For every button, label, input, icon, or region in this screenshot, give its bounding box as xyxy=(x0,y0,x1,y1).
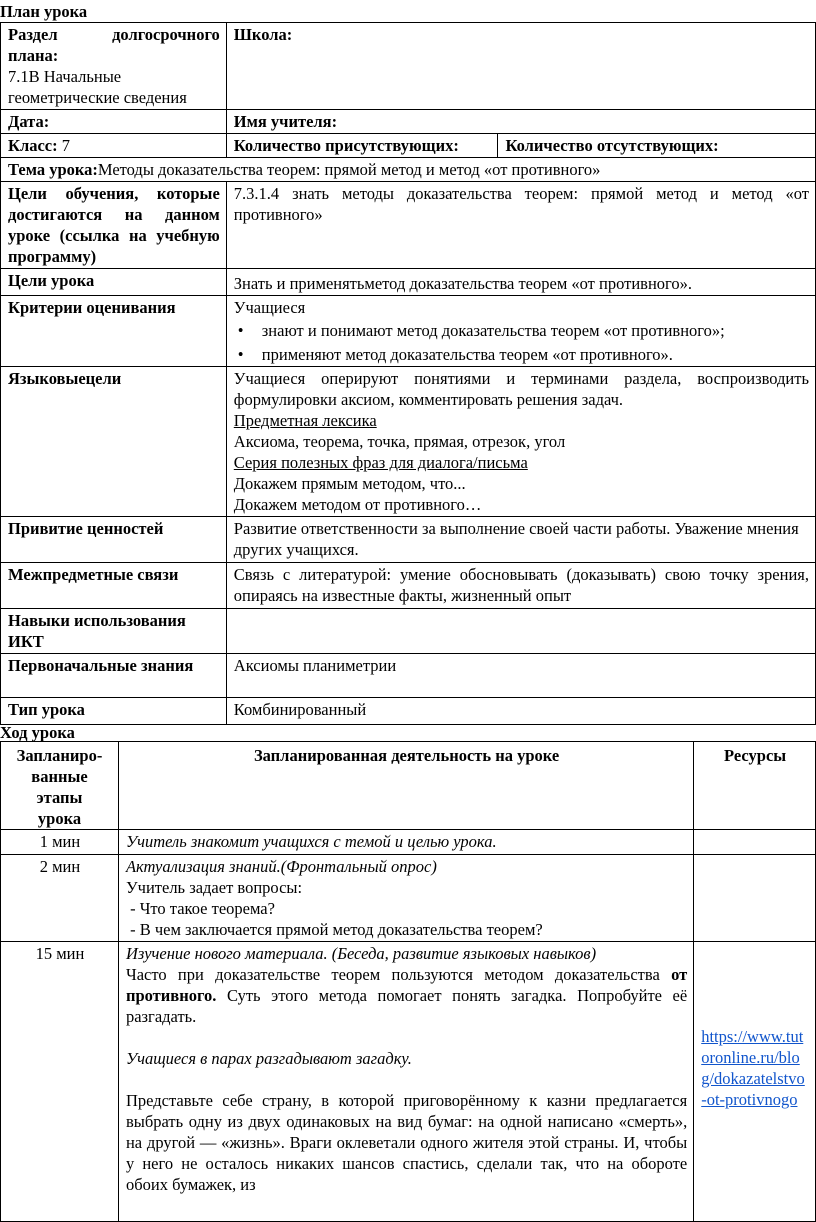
row1-resource xyxy=(694,830,816,855)
vocab-label: Предметная лексика xyxy=(233,411,377,430)
vocab-value: Аксиома, теорема, точка, прямая, отрезок, угол xyxy=(233,432,566,451)
ict-value xyxy=(226,609,815,654)
values-label: Привитие ценностей xyxy=(1,517,227,563)
class-label: Класс: xyxy=(8,136,58,155)
cross-subject-label: Межпредметные связи xyxy=(1,563,227,609)
topic-value: Методы доказательства теорем: прямой метод и метод «от противного» xyxy=(97,160,601,179)
bullet-icon: • xyxy=(237,321,244,340)
row2-time: 2 мин xyxy=(1,855,119,942)
class-cell xyxy=(1,134,227,158)
class-value: 7 xyxy=(57,136,70,155)
row2-line: - Что такое теорема? xyxy=(125,899,275,918)
topic-cell xyxy=(1,158,816,182)
bullet-icon: • xyxy=(237,345,244,364)
page-title: План урока xyxy=(0,2,88,21)
row3-title: Изучение нового материала. (Беседа, развитие языковых навыков) xyxy=(125,944,597,963)
criteria-intro: Учащиеся xyxy=(233,298,306,317)
lesson-plan-table xyxy=(0,22,816,725)
section-value: 7.1В Начальные геометрические сведения xyxy=(8,67,187,107)
header-activity: Запланированная деятельность на уроке xyxy=(118,742,693,830)
present-label: Количество присутствующих: xyxy=(226,134,498,158)
learning-goals-label: Цели обучения, которые достигаются на данном уроке (ссылка на учебную программу) xyxy=(1,182,227,269)
topic-label: Тема урока: xyxy=(8,160,98,179)
learning-goals-value: 7.3.1.4 знать методы доказательства теорем: прямой метод и метод «от противного» xyxy=(226,182,815,269)
list-item: • знают и понимают метод доказательства теорем «от противного»; xyxy=(237,321,725,340)
phrases-label: Серия полезных фраз для диалога/письма xyxy=(233,453,528,472)
ict-label: Навыки использования ИКТ xyxy=(1,609,227,654)
row2-line: Учитель задает вопросы: xyxy=(125,878,303,897)
row3-resource-cell xyxy=(694,942,816,1222)
language-goals-cell xyxy=(226,367,815,517)
resource-link[interactable]: https://www.tutoronline.ru/blog/dokazatelstvo-ot-protivnogo xyxy=(701,1027,805,1109)
row1-text: Учитель знакомит учащихся с темой и целью урока. xyxy=(118,830,693,855)
date-label: Дата: xyxy=(1,110,227,134)
lesson-goals-label: Цели урока xyxy=(1,269,227,296)
row3-time: 15 мин xyxy=(1,942,119,1222)
prior-knowledge-value: Аксиомы планиметрии xyxy=(226,654,815,698)
row3-pairs-note: Учащиеся в парах разгадывают загадку. xyxy=(125,1049,412,1068)
progress-title: Ход урока xyxy=(0,723,75,742)
header-stages: Запланиро-ванные этапы урока xyxy=(1,742,119,830)
language-goals-text: Учащиеся оперируют понятиями и терминами раздела, воспроизводить формулировки аксиом, комментировать решения задач. xyxy=(233,369,809,409)
language-goals-label: Языковыецели xyxy=(1,367,227,517)
school-label: Школа: xyxy=(226,23,815,110)
lesson-type-label: Тип урока xyxy=(1,698,227,725)
row2-resource xyxy=(694,855,816,942)
header-resources: Ресурсы xyxy=(694,742,816,830)
phrase-2: Докажем методом от противного… xyxy=(233,495,482,514)
lesson-progress-table xyxy=(0,741,816,1222)
criteria-cell xyxy=(226,296,815,367)
criteria-label: Критерии оценивания xyxy=(1,296,227,367)
row2-line: - В чем заключается прямой метод доказательства теорем? xyxy=(125,920,543,939)
row2-title: Актуализация знаний.(Фронтальный опрос) xyxy=(125,857,437,876)
lesson-type-value: Комбинированный xyxy=(226,698,815,725)
teacher-label: Имя учителя: xyxy=(226,110,815,134)
prior-knowledge-label: Первоначальные знания xyxy=(1,654,227,698)
row3-activity xyxy=(118,942,693,1222)
row3-paragraph-2: Представьте себе страну, в которой приговорённому к казни предлагается выбрать одну из двух одинаковых на вид бумаг: на одной написано «смерть», на другой — «жизнь». Враги оклеветали одного жителя этой страны. И, чтобы у него не осталось никаких шансов спастись, сделали так, что на обороте обоих бумажек, из xyxy=(125,1091,688,1194)
row1-time: 1 мин xyxy=(1,830,119,855)
row3-paragraph-1: Часто при доказательстве теорем пользуются методом доказательства от противного. Суть этого метода помогает понять загадка. Попробуйте её разгадать. xyxy=(125,965,688,1026)
criteria-list xyxy=(234,320,809,365)
row2-activity xyxy=(118,855,693,942)
phrase-1: Докажем прямым методом, что... xyxy=(233,474,466,493)
list-item: • применяют метод доказательства теорем «от противного». xyxy=(237,345,673,364)
values-value: Развитие ответственности за выполнение своей части работы. Уважение мнения других учащихся. xyxy=(226,517,815,563)
cross-subject-value: Связь с литературой: умение обосновывать (доказывать) свою точку зрения, опираясь на известные факты, жизненный опыт xyxy=(226,563,815,609)
lesson-goals-value: Знать и применятьметод доказательства теорем «от противного». xyxy=(226,269,815,296)
absent-label: Количество отсутствующих: xyxy=(498,134,816,158)
section-label: Раздел долгосрочного плана: xyxy=(8,25,220,65)
section-cell xyxy=(1,23,227,110)
